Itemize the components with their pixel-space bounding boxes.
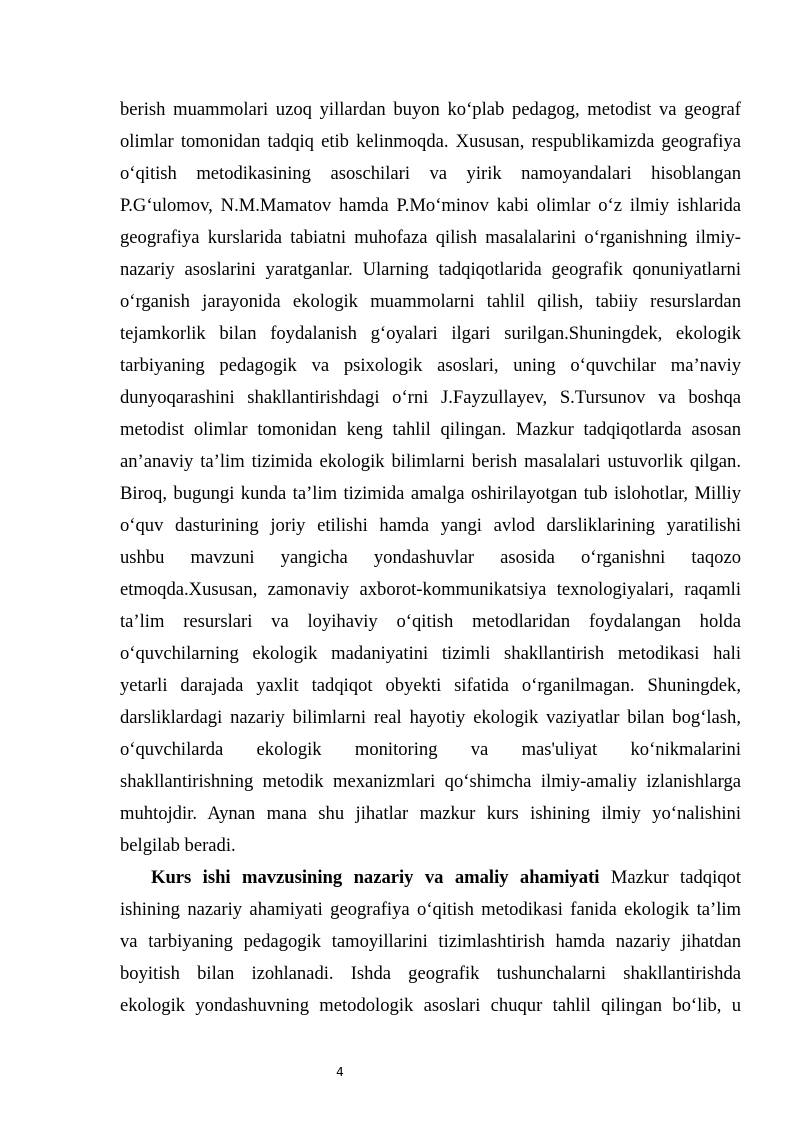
section-first-line-text: Mazkur tadqiqot bbox=[599, 867, 741, 888]
text-line: metodist olimlar tomonidan keng tahlil qilingan. Mazkur tadqiqotlarda asosan bbox=[120, 419, 741, 440]
text-line: belgilab beradi. bbox=[120, 835, 236, 856]
text-line: oʻquvchilarning ekologik madaniyatini tizimli shakllantirish metodikasi hali bbox=[120, 643, 741, 664]
text-line: oʻrganish jarayonida ekologik muammolarni tahlil qilish, tabiiy resurslardan bbox=[120, 291, 741, 312]
text-line: ishining nazariy ahamiyati geografiya oʻqitish metodikasi fanida ekologik taʼlim bbox=[120, 899, 741, 920]
body-text bbox=[120, 94, 741, 1022]
section-heading: Kurs ishi mavzusining nazariy va amaliy ahamiyati bbox=[151, 867, 600, 888]
page-number: 4 bbox=[336, 1065, 344, 1079]
text-line: va tarbiyaning pedagogik tamoyillarini tizimlashtirish hamda nazariy jihatdan bbox=[120, 931, 741, 952]
text-line: berish muammolari uzoq yillardan buyon koʻplab pedagog, metodist va geograf bbox=[120, 99, 741, 120]
text-line: dunyoqarashini shakllantirishdagi oʻrni J.Fayzullayev, S.Tursunov va boshqa bbox=[120, 387, 741, 408]
text-line: oʻqitish metodikasining asoschilari va yirik namoyandalari hisoblangan bbox=[120, 163, 741, 184]
text-line: ushbu mavzuni yangicha yondashuvlar asosida oʻrganishni taqozo bbox=[120, 547, 741, 568]
text-line: taʼlim resurslari va loyihaviy oʻqitish metodlaridan foydalangan holda bbox=[120, 611, 741, 632]
text-line: nazariy asoslarini yaratganlar. Ularning tadqiqotlarida geografik qonuniyatlarni bbox=[120, 259, 741, 280]
text-line: Biroq, bugungi kunda taʼlim tizimida amalga oshirilayotgan tub islohotlar, Milliy bbox=[120, 483, 741, 504]
text-line: etmoqda.Xususan, zamonaviy axborot-kommunikatsiya texnologiyalari, raqamli bbox=[120, 579, 741, 600]
text-line: yetarli darajada yaxlit tadqiqot obyekti sifatida oʻrganilmagan. Shuningdek, bbox=[120, 675, 741, 696]
text-line: tarbiyaning pedagogik va psixologik asoslari, uning oʻquvchilar maʼnaviy bbox=[120, 355, 741, 376]
text-line: olimlar tomonidan tadqiq etib kelinmoqda. Xususan, respublikamizda geografiya bbox=[120, 131, 741, 152]
text-line: boyitish bilan izohlanadi. Ishda geografik tushunchalarni shakllantirishda bbox=[120, 963, 741, 984]
text-line: P.Gʻulomov, N.M.Mamatov hamda P.Moʻminov kabi olimlar oʻz ilmiy ishlarida bbox=[120, 195, 741, 216]
text-line: oʻquvchilarda ekologik monitoring va mas'uliyat koʻnikmalarini bbox=[120, 739, 741, 760]
text-line: muhtojdir. Aynan mana shu jihatlar mazkur kurs ishining ilmiy yoʻnalishini bbox=[120, 803, 741, 824]
text-line: geografiya kurslarida tabiatni muhofaza qilish masalalarini oʻrganishning ilmiy- bbox=[120, 227, 741, 248]
section-first-line bbox=[120, 862, 741, 894]
text-line: shakllantirishning metodik mexanizmlari qoʻshimcha ilmiy-amaliy izlanishlarga bbox=[120, 771, 741, 792]
text-line: anʼanaviy taʼlim tizimida ekologik bilimlarni berish masalalari ustuvorlik qilgan. bbox=[120, 451, 741, 472]
text-line: oʻquv dasturining joriy etilishi hamda yangi avlod darsliklarining yaratilishi bbox=[120, 515, 741, 536]
text-line: tejamkorlik bilan foydalanish gʻoyalari ilgari surilgan.Shuningdek, ekologik bbox=[120, 323, 741, 344]
text-line: ekologik yondashuvning metodologik asoslari chuqur tahlil qilingan boʻlib, u bbox=[120, 995, 741, 1016]
text-line: darsliklardagi nazariy bilimlarni real hayotiy ekologik vaziyatlar bilan bogʻlash, bbox=[120, 707, 741, 728]
